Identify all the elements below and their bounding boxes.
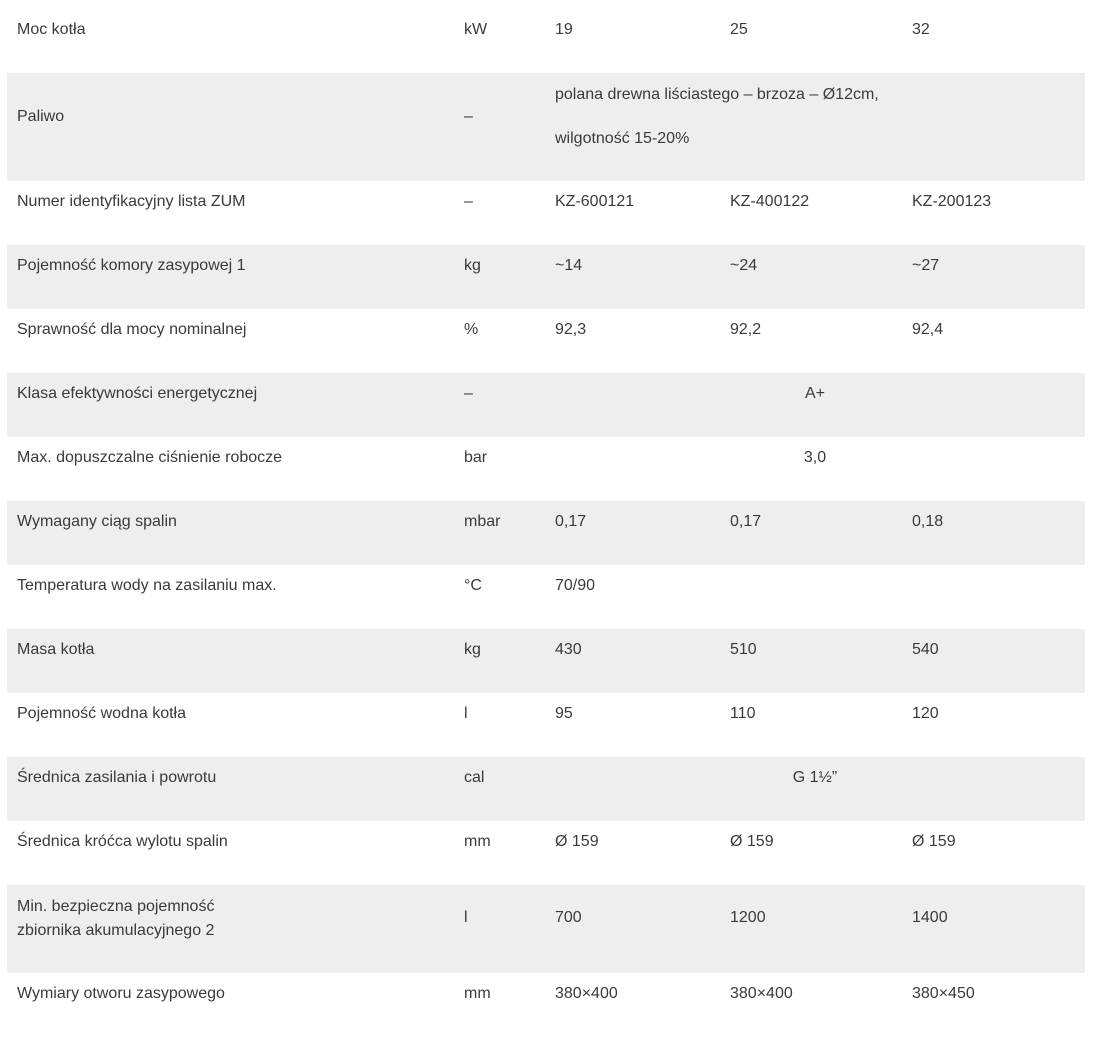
value-col-1: 92,3 (555, 321, 587, 338)
row-label: Średnica zasilania i powrotu (17, 769, 217, 786)
value-col-3: ~27 (912, 257, 940, 274)
value-col-1: 19 (555, 21, 573, 38)
table-row (7, 757, 1085, 821)
table-row (7, 373, 1085, 437)
value-spanned: A+ (804, 385, 825, 402)
table-row (7, 0, 1085, 73)
row-label: Moc kotła (17, 21, 86, 38)
value-col-1: KZ-600121 (555, 193, 635, 210)
row-unit: mm (464, 985, 491, 1002)
table-row (7, 245, 1085, 309)
table-row (7, 973, 1085, 1037)
table-row (7, 181, 1085, 245)
row-unit: – (464, 385, 473, 402)
value-col-2: KZ-400122 (730, 193, 810, 210)
row-label: Pojemność komory zasypowej 1 (17, 257, 246, 274)
row-unit: °C (464, 577, 482, 594)
value-col-1: 70/90 (555, 577, 596, 594)
value-spanned: 3,0 (803, 449, 827, 466)
value-col-1: 95 (555, 705, 573, 722)
table-row (7, 501, 1085, 565)
row-label: Numer identyfikacyjny lista ZUM (17, 193, 246, 210)
value-col-2: 25 (730, 21, 748, 38)
value-col-1: 430 (555, 641, 582, 658)
row-label: Wymagany ciąg spalin (17, 513, 177, 530)
value-col-3: KZ-200123 (912, 193, 992, 210)
row-unit: kg (464, 257, 481, 274)
value-col-1: Ø 159 (555, 833, 599, 850)
table-row (7, 309, 1085, 373)
row-label-line-1: Min. bezpieczna pojemność (17, 898, 215, 915)
value-col-2: 0,17 (730, 513, 762, 530)
value-col-2: 1200 (730, 909, 766, 926)
row-label: Paliwo (17, 108, 65, 125)
value-col-3: 92,4 (912, 321, 944, 338)
row-unit: % (464, 321, 479, 338)
value-col-2: 510 (730, 641, 757, 658)
table-row (7, 629, 1085, 693)
table-row (7, 565, 1085, 629)
row-label: Pojemność wodna kotła (17, 705, 186, 722)
spec-table (7, 0, 1085, 1037)
value-spanned: G 1½” (792, 769, 838, 786)
value-col-3: 0,18 (912, 513, 944, 530)
row-unit: bar (464, 449, 488, 466)
table-row (7, 437, 1085, 501)
row-label: Sprawność dla mocy nominalnej (17, 321, 247, 338)
row-unit: mbar (464, 513, 501, 530)
row-label: Klasa efektywności energetycznej (17, 385, 258, 402)
row-unit: cal (464, 769, 485, 786)
row-label-line-2: zbiornika akumulacyjnego 2 (17, 922, 215, 939)
value-col-3: 380×450 (912, 985, 975, 1002)
row-label: Średnica króćca wylotu spalin (17, 833, 228, 850)
value-col-2: ~24 (730, 257, 758, 274)
row-unit: – (464, 193, 473, 210)
value-col-3: 120 (912, 705, 939, 722)
row-label: Wymiary otworu zasypowego (17, 985, 225, 1002)
value-col-3: 1400 (912, 909, 948, 926)
value-col-1: 0,17 (555, 513, 587, 530)
value-col-1: ~14 (555, 257, 583, 274)
value-col-3: 540 (912, 641, 939, 658)
row-label: Temperatura wody na zasilaniu max. (17, 577, 277, 594)
value-col-1: 700 (555, 909, 582, 926)
value-col-2: Ø 159 (730, 833, 774, 850)
fuel-line-2: wilgotność 15-20% (555, 130, 690, 147)
table-row (7, 693, 1085, 757)
value-col-2: 380×400 (730, 985, 793, 1002)
value-col-2: 110 (730, 705, 756, 722)
table-row (7, 885, 1085, 973)
value-col-3: Ø 159 (912, 833, 956, 850)
fuel-line-1: polana drewna liściastego – brzoza – Ø12cm, (555, 86, 879, 103)
value-col-3: 32 (912, 21, 930, 38)
table-row (7, 73, 1085, 181)
row-unit: kg (464, 641, 481, 658)
row-unit: l (464, 909, 468, 926)
row-unit: mm (464, 833, 491, 850)
row-label: Masa kotła (17, 641, 95, 658)
row-unit: kW (464, 21, 488, 38)
row-unit: – (464, 108, 473, 125)
row-unit: l (464, 705, 468, 722)
value-col-1: 380×400 (555, 985, 618, 1002)
row-label: Max. dopuszczalne ciśnienie robocze (17, 449, 283, 466)
table-row (7, 821, 1085, 885)
value-col-2: 92,2 (730, 321, 762, 338)
